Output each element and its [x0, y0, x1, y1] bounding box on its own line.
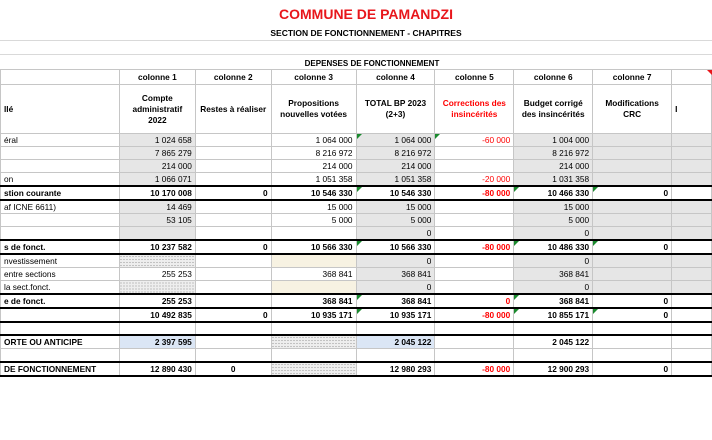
value-cell[interactable]	[271, 362, 356, 376]
value-cell[interactable]	[672, 186, 712, 200]
value-cell[interactable]: 0	[593, 308, 672, 322]
value-cell[interactable]	[672, 281, 712, 295]
value-cell[interactable]: 255 253	[119, 294, 195, 308]
value-cell[interactable]	[435, 160, 514, 173]
value-cell[interactable]: 10 566 330	[271, 240, 356, 254]
value-cell[interactable]: 0	[514, 281, 593, 295]
value-cell[interactable]	[195, 268, 271, 281]
value-cell[interactable]: 0	[195, 186, 271, 200]
value-cell[interactable]	[195, 147, 271, 160]
column-header[interactable]: colonne 2	[195, 70, 271, 85]
value-cell[interactable]: 0	[593, 186, 672, 200]
value-cell[interactable]	[195, 294, 271, 308]
section-band-title: DEPENSES DE FONCTIONNEMENT	[304, 59, 440, 68]
value-cell[interactable]: 7 865 279	[119, 147, 195, 160]
column-number-row	[1, 70, 712, 85]
value-cell[interactable]	[271, 227, 356, 241]
table-row	[1, 214, 712, 227]
value-cell[interactable]: -80 000	[435, 240, 514, 254]
column-title[interactable]: Restes à réaliser	[195, 85, 271, 134]
value-cell[interactable]	[593, 281, 672, 295]
value-cell[interactable]: 10 855 171	[514, 308, 593, 322]
value-cell[interactable]: 10 486 330	[514, 240, 593, 254]
value-cell[interactable]	[435, 349, 514, 362]
row-label-cell[interactable]: e de fonct.	[1, 294, 120, 308]
value-cell[interactable]: -60 000	[435, 134, 514, 147]
row-label-cell[interactable]	[1, 349, 120, 362]
value-cell[interactable]: 214 000	[514, 160, 593, 173]
value-cell[interactable]	[195, 335, 271, 349]
column-title[interactable]: Propositions nouvelles votées	[271, 85, 356, 134]
column-header[interactable]: colonne 7	[593, 70, 672, 85]
value-cell[interactable]: 214 000	[271, 160, 356, 173]
value-cell[interactable]: 0	[593, 240, 672, 254]
value-cell[interactable]	[435, 214, 514, 227]
value-cell[interactable]: -80 000	[435, 362, 514, 376]
header-cell[interactable]	[1, 70, 120, 85]
column-title[interactable]: Budget corrigé des insincérités	[514, 85, 593, 134]
value-cell[interactable]	[195, 322, 271, 335]
value-cell[interactable]: 10 170 008	[119, 186, 195, 200]
table-row	[1, 147, 712, 160]
row-label-cell[interactable]	[1, 214, 120, 227]
value-cell[interactable]	[593, 349, 672, 362]
value-cell[interactable]	[119, 254, 195, 268]
table-row	[1, 173, 712, 187]
value-cell[interactable]: 15 000	[514, 200, 593, 214]
value-cell[interactable]	[195, 281, 271, 295]
value-cell[interactable]: 368 841	[514, 268, 593, 281]
value-cell[interactable]: 255 253	[119, 268, 195, 281]
table-row	[1, 268, 712, 281]
table-row	[1, 362, 712, 376]
value-cell[interactable]: 8 216 972	[356, 147, 435, 160]
value-cell[interactable]: 0	[593, 294, 672, 308]
value-cell[interactable]	[435, 281, 514, 295]
value-cell[interactable]: 1 051 358	[271, 173, 356, 187]
row-label-cell[interactable]: on	[1, 173, 120, 187]
value-cell[interactable]	[593, 322, 672, 335]
row-label-cell[interactable]: af ICNE 6611)	[1, 200, 120, 214]
table-row	[1, 294, 712, 308]
value-cell[interactable]	[593, 268, 672, 281]
header-cell[interactable]	[672, 70, 712, 85]
column-title[interactable]: I	[672, 85, 712, 134]
value-cell[interactable]: 0	[514, 254, 593, 268]
table-row	[1, 134, 712, 147]
row-label-cell[interactable]: nvestissement	[1, 254, 120, 268]
value-cell[interactable]: 368 841	[271, 294, 356, 308]
value-cell[interactable]	[271, 349, 356, 362]
value-cell[interactable]: -20 000	[435, 173, 514, 187]
value-cell[interactable]	[195, 160, 271, 173]
value-cell[interactable]	[195, 134, 271, 147]
value-cell[interactable]	[672, 349, 712, 362]
value-cell[interactable]: 0	[514, 227, 593, 241]
value-cell[interactable]	[195, 200, 271, 214]
value-cell[interactable]	[593, 200, 672, 214]
value-cell[interactable]: 0	[593, 362, 672, 376]
value-cell[interactable]: 0	[356, 281, 435, 295]
value-cell[interactable]: -80 000	[435, 186, 514, 200]
value-cell[interactable]	[672, 322, 712, 335]
value-cell[interactable]	[435, 254, 514, 268]
value-cell[interactable]	[271, 254, 356, 268]
value-cell[interactable]	[119, 281, 195, 295]
row-label-cell[interactable]: ORTE OU ANTICIPE	[1, 335, 120, 349]
value-cell[interactable]: 0	[195, 362, 271, 376]
value-cell[interactable]: 5 000	[514, 214, 593, 227]
value-cell[interactable]	[672, 268, 712, 281]
table-row	[1, 322, 712, 335]
value-cell[interactable]: 12 900 293	[514, 362, 593, 376]
value-cell[interactable]	[672, 173, 712, 187]
value-cell[interactable]: 10 935 171	[271, 308, 356, 322]
value-cell[interactable]	[593, 147, 672, 160]
row-label-cell[interactable]	[1, 308, 120, 322]
row-label-cell[interactable]	[1, 227, 120, 241]
value-cell[interactable]: 10 546 330	[356, 186, 435, 200]
value-cell[interactable]	[119, 227, 195, 241]
budget-table	[0, 69, 712, 377]
value-cell[interactable]	[672, 227, 712, 241]
value-cell[interactable]: -80 000	[435, 308, 514, 322]
table-row	[1, 254, 712, 268]
value-cell[interactable]: 10 492 835	[119, 308, 195, 322]
value-cell[interactable]: 15 000	[356, 200, 435, 214]
value-cell[interactable]: 1 064 000	[271, 134, 356, 147]
value-cell[interactable]	[593, 173, 672, 187]
value-cell[interactable]: 8 216 972	[271, 147, 356, 160]
row-label-cell[interactable]: DE FONCTIONNEMENT	[1, 362, 120, 376]
value-cell[interactable]: 15 000	[271, 200, 356, 214]
table-row	[1, 281, 712, 295]
value-cell[interactable]	[435, 268, 514, 281]
column-title[interactable]: Compte administratif 2022	[119, 85, 195, 134]
value-cell[interactable]	[672, 254, 712, 268]
table-row	[1, 308, 712, 322]
column-title[interactable]: TOTAL BP 2023 (2+3)	[356, 85, 435, 134]
value-cell[interactable]: 1 066 071	[119, 173, 195, 187]
value-cell[interactable]	[435, 147, 514, 160]
value-cell[interactable]	[593, 254, 672, 268]
value-cell[interactable]	[672, 160, 712, 173]
value-cell[interactable]	[672, 134, 712, 147]
value-cell[interactable]: 368 841	[514, 294, 593, 308]
grid-line	[0, 54, 712, 55]
value-cell[interactable]	[195, 214, 271, 227]
value-cell[interactable]	[593, 160, 672, 173]
value-cell[interactable]: 10 566 330	[356, 240, 435, 254]
column-header[interactable]: colonne 6	[514, 70, 593, 85]
value-cell[interactable]: 10 935 171	[356, 308, 435, 322]
value-cell[interactable]	[593, 227, 672, 241]
value-cell[interactable]: 2 045 122	[356, 335, 435, 349]
row-label-cell[interactable]: éral	[1, 134, 120, 147]
value-cell[interactable]: 0	[195, 240, 271, 254]
sheet-subtitle: SECTION DE FONCTIONNEMENT - CHAPITRES	[270, 28, 462, 38]
value-cell[interactable]: 0	[195, 308, 271, 322]
column-header[interactable]: colonne 1	[119, 70, 195, 85]
table-row	[1, 349, 712, 362]
value-cell[interactable]: 368 841	[356, 294, 435, 308]
value-cell[interactable]: 10 237 582	[119, 240, 195, 254]
table-row	[1, 200, 712, 214]
value-cell[interactable]	[119, 349, 195, 362]
column-title-row	[1, 85, 712, 134]
value-cell[interactable]: 214 000	[356, 160, 435, 173]
column-header[interactable]: colonne 3	[271, 70, 356, 85]
table-row	[1, 227, 712, 241]
value-cell[interactable]: 2 045 122	[514, 335, 593, 349]
row-label-cell[interactable]	[1, 160, 120, 173]
value-cell[interactable]: 10 466 330	[514, 186, 593, 200]
value-cell[interactable]: 214 000	[119, 160, 195, 173]
column-title[interactable]: Corrections des insincérités	[435, 85, 514, 134]
value-cell[interactable]	[356, 322, 435, 335]
value-cell[interactable]: 0	[435, 294, 514, 308]
value-cell[interactable]: 53 105	[119, 214, 195, 227]
value-cell[interactable]: 1 024 658	[119, 134, 195, 147]
value-cell[interactable]	[593, 335, 672, 349]
column-title[interactable]: Modifications CRC	[593, 85, 672, 134]
value-cell[interactable]	[514, 322, 593, 335]
value-cell[interactable]	[672, 335, 712, 349]
value-cell[interactable]: 0	[356, 254, 435, 268]
value-cell[interactable]: 14 469	[119, 200, 195, 214]
value-cell[interactable]	[672, 214, 712, 227]
value-cell[interactable]	[514, 349, 593, 362]
value-cell[interactable]	[119, 322, 195, 335]
value-cell[interactable]: 5 000	[356, 214, 435, 227]
table-row	[1, 186, 712, 200]
row-label-cell[interactable]: stion courante	[1, 186, 120, 200]
row-label-cell[interactable]: la sect.fonct.	[1, 281, 120, 295]
value-cell[interactable]	[435, 322, 514, 335]
column-header[interactable]: colonne 5	[435, 70, 514, 85]
value-cell[interactable]	[195, 349, 271, 362]
value-cell[interactable]	[195, 254, 271, 268]
value-cell[interactable]	[195, 173, 271, 187]
value-cell[interactable]	[435, 200, 514, 214]
value-cell[interactable]	[271, 322, 356, 335]
value-cell[interactable]: 0	[356, 227, 435, 241]
value-cell[interactable]: 1 031 358	[514, 173, 593, 187]
value-cell[interactable]	[435, 335, 514, 349]
table-row	[1, 240, 712, 254]
sheet-title: COMMUNE DE PAMANDZI	[279, 6, 453, 22]
column-header[interactable]: colonne 4	[356, 70, 435, 85]
value-cell[interactable]: 5 000	[271, 214, 356, 227]
value-cell[interactable]: 1 051 358	[356, 173, 435, 187]
row-label-cell[interactable]	[1, 147, 120, 160]
value-cell[interactable]: 1 064 000	[356, 134, 435, 147]
grid-line	[0, 40, 712, 41]
value-cell[interactable]	[672, 362, 712, 376]
value-cell[interactable]: 10 546 330	[271, 186, 356, 200]
row-label-cell[interactable]	[1, 322, 120, 335]
row-label-cell[interactable]: s de fonct.	[1, 240, 120, 254]
value-cell[interactable]	[672, 308, 712, 322]
value-cell[interactable]	[593, 214, 672, 227]
value-cell[interactable]: 12 980 293	[356, 362, 435, 376]
row-label-cell[interactable]: entre sections	[1, 268, 120, 281]
value-cell[interactable]	[356, 349, 435, 362]
value-cell[interactable]: 8 216 972	[514, 147, 593, 160]
table-row	[1, 160, 712, 173]
value-cell[interactable]	[195, 227, 271, 241]
value-cell[interactable]	[271, 335, 356, 349]
table-row	[1, 335, 712, 349]
value-cell[interactable]: 368 841	[356, 268, 435, 281]
value-cell[interactable]	[672, 240, 712, 254]
value-cell[interactable]: 368 841	[271, 268, 356, 281]
value-cell[interactable]	[593, 134, 672, 147]
value-cell[interactable]: 1 004 000	[514, 134, 593, 147]
value-cell[interactable]	[435, 227, 514, 241]
value-cell[interactable]: 12 890 430	[119, 362, 195, 376]
value-cell[interactable]: 2 397 595	[119, 335, 195, 349]
value-cell[interactable]	[672, 200, 712, 214]
label-header[interactable]: llé	[1, 85, 120, 134]
value-cell[interactable]	[672, 294, 712, 308]
value-cell[interactable]	[271, 281, 356, 295]
value-cell[interactable]	[672, 147, 712, 160]
